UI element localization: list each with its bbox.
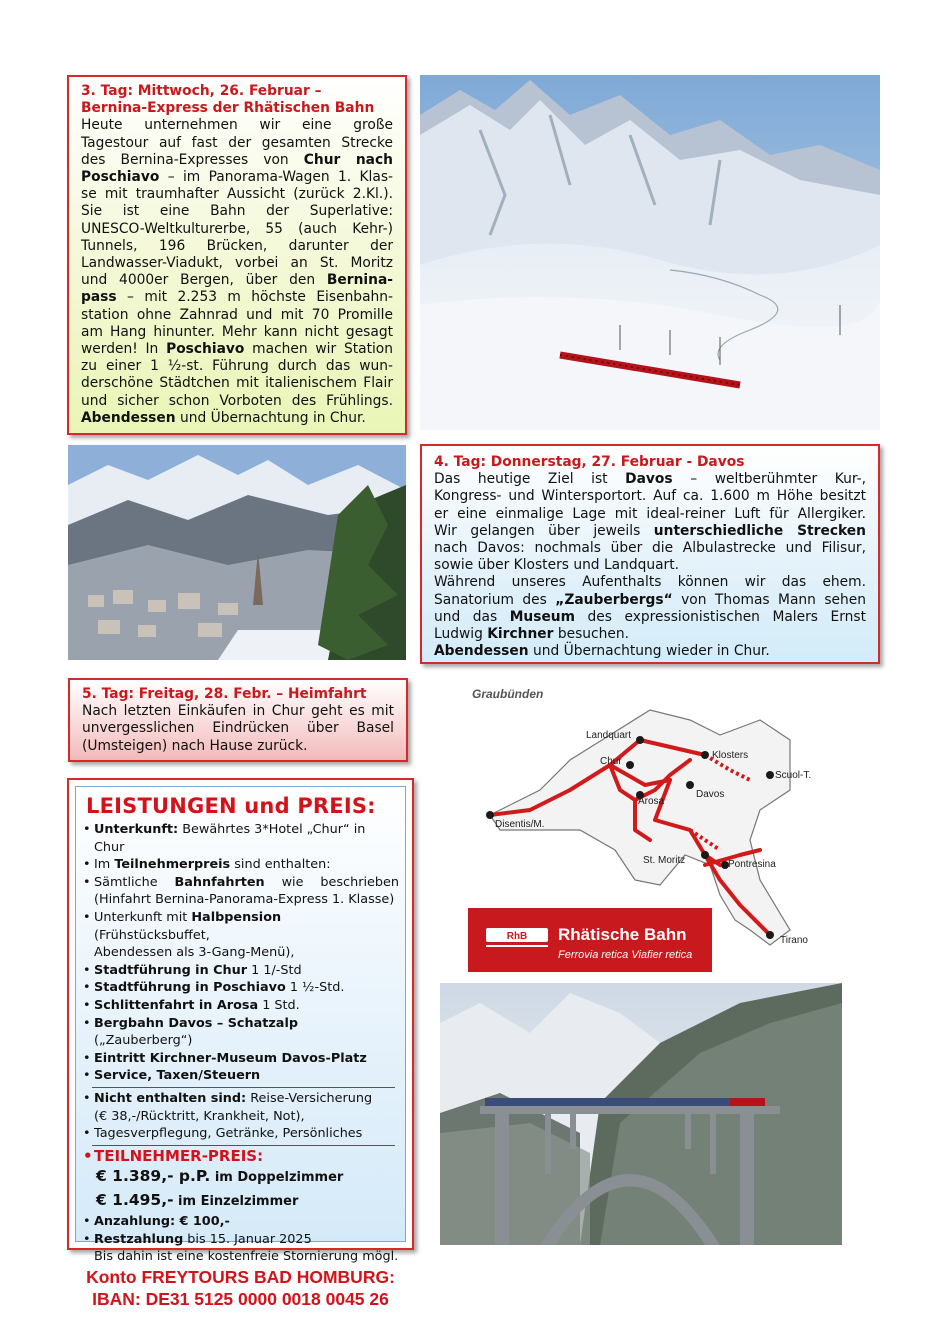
rhb-badge: RhB (506, 931, 528, 942)
list-item: • Tagesverpflegung, Getränke, Persönliches (82, 1125, 399, 1143)
divider (92, 1087, 395, 1088)
station-scuol: Scuol-T. (775, 770, 812, 781)
viaduct-train (485, 1098, 765, 1106)
station-st-moritz: St. Moritz (643, 855, 686, 866)
viaduct-photo (440, 983, 842, 1245)
day4-title: 4. Tag: Donnerstag, 27. Februar - Davos (434, 454, 745, 470)
day3-box (67, 75, 407, 435)
list-item: • Im Teilnehmerpreis sind enthalten: (82, 856, 399, 874)
leistungen-title: LEISTUNGEN und PREIS: (86, 794, 376, 818)
list-item: • Stadtführung in Chur 1 1/-Std (82, 962, 399, 980)
day4-text: Das heutige Ziel ist Davos – weltberühmter Kur-, Kongress- und Wintersportort. Auf ca. 1.600 m Höhe besitzt er eine einmalige Lage mit ideal-reiner Luft für Allergiker. Wir gelangen über jeweils unterschiedliche Strecken nach Davos: nochmals über die Albulastrecke und Filisur, sowie über Klosters und Landquart. Während unseres Aufenthalts können wir das ehem. Sanatorium des „Zauberbergs“ von Thomas Mann sehen und das Museum des expressionistischen Malers Ernst Ludwig Kirchner besuchen. Abendessen und Übernachtung wieder in Chur. (434, 471, 867, 660)
day3-title: 3. Tag: Mittwoch, 26. Februar – Bernina-Express der Rhätischen Bahn (81, 83, 375, 117)
station-pontresina: Pontresina (728, 859, 776, 870)
station-landquart: Landquart (586, 730, 632, 741)
price-double: € 1.389,- p.P. im Doppelzimmer (96, 1167, 344, 1186)
list-item: • Eintritt Kirchner-Museum Davos-Platz (82, 1050, 399, 1068)
station-disentis: Disentis/M. (495, 819, 545, 830)
station-tirano: Tirano (780, 935, 808, 946)
bank-account-name: Konto FREYTOURS BAD HOMBURG: (86, 1267, 395, 1288)
list-item: • Bergbahn Davos – Schatzalp („Zauberberg“) (82, 1015, 399, 1050)
rhb-logo-sub: Ferrovia retica Viafier retica (558, 949, 693, 961)
rhb-logo-name: Rhätische Bahn (558, 925, 687, 944)
station-arosa: Arosa (638, 796, 665, 807)
station-klosters: Klosters (712, 750, 749, 761)
list-item: • Restzahlung bis 15. Januar 2025 (82, 1231, 399, 1249)
list-item: • Schlittenfahrt in Arosa 1 Std. (82, 997, 399, 1015)
map-region-label: Graubünden (472, 687, 544, 701)
day5-text: Nach letzten Einkäufen in Chur geht es mit unvergesslichen Eindrücken über Basel (Umsteigen) nach Hause zurück. (82, 703, 394, 754)
leistungen-box: LEISTUNGEN und PREIS: • Unterkunft: Bewährtes 3*Hotel „Chur“ in Chur • Im Teilnehmerpreis sind enthalten: • Sämtliche Bahnfahrten wie beschrieben (Hinfahrt Bernina-Panorama-Express 1. Klasse) • Unterkunft mit Halbpension (Frühstücksbuffet, Abendessen als 3-Gang-Menü), • Stadtführung in Chur 1 1/-Std • Stadtführung in Poschiavo 1 ½-Std. • Schlittenfahrt in Arosa 1 Std. • Bergbahn Davos – Schatzalp („Zauberberg“) • Eintritt Kirchner-Museum Davos-Platz • Service, Taxen/Steuern • Nicht enthalten sind: Reise-Versicherung (€ 38,-/Rücktritt, Krankheit, Not), • Tagesverpflegung, Getränke, Persönliches • TEILNEHMER-PREIS: € 1.389,- p.P. im Doppelzimmer € 1.495,- im Einzelzimmer • Anzahlung: € 100,- • Restzahlung bis 15. Januar 2025 Bis dahin ist eine kostenfreie Stornierung mögl. Konto FREYTOURS BAD HOMBURG: IBAN: DE31 5125 0000 0018 0045 26 (67, 778, 414, 1250)
day4-box (420, 444, 880, 664)
list-item: • Anzahlung: € 100,- (82, 1213, 399, 1231)
list-item: • Sämtliche Bahnfahrten wie beschrieben (82, 874, 399, 892)
list-item: • Stadtführung in Poschiavo 1 ½-Std. (82, 979, 399, 997)
list-item: • Service, Taxen/Steuern (82, 1067, 399, 1085)
rhb-logo (468, 908, 712, 972)
day5-box (68, 678, 408, 762)
bank-iban: IBAN: DE31 5125 0000 0018 0045 26 (92, 1289, 389, 1310)
list-item: • Nicht enthalten sind: Reise-Versicherung (82, 1090, 399, 1108)
day5-title: 5. Tag: Freitag, 28. Febr. – Heimfahrt (82, 686, 367, 702)
divider (92, 1145, 395, 1146)
price-single: € 1.495,- im Einzelzimmer (96, 1191, 299, 1210)
day3-text: Heute unternehmen wir eine große Tagestour auf fast der gesamten Strecke des Bernina-Expresses von Chur nach Poschiavo – im Panorama-Wagen 1. Klas- se mit traumhafter Aussicht (zurück 2.Kl.). Sie ist eine Bahn der Superlative: UNESCO-Weltkulturerbe, 55 (auch Kehr-) Tunnels, 196 Brücken, darunter der Landwasser-Viadukt, vorbei an St. Moritz und 4000er Bergen, über den Bernina- pass – mit 2.253 m höchste Eisenbahn- station ohne Zahnrad und mit 70 Promille am Hang hinunter. Mehr kann nicht gesagt werden! In Poschiavo machen wir Station zu einer 1 ½-st. Führung durch das wun- derschöne Städtchen mit italienischem Flair und sicher schon Vorboten des Frühlings. Abendessen und Übernachtung in Chur. (81, 117, 393, 426)
davos-town-photo (68, 445, 406, 660)
station-chur: Chur (600, 756, 622, 767)
list-item: • Unterkunft: Bewährtes 3*Hotel „Chur“ in Chur (82, 821, 399, 856)
list-item: • Unterkunft mit Halbpension (Frühstücksbuffet, (82, 909, 399, 944)
bernina-snow-photo (420, 75, 880, 430)
price-heading: • TEILNEHMER-PREIS: (82, 1148, 399, 1166)
station-davos: Davos (696, 789, 725, 800)
